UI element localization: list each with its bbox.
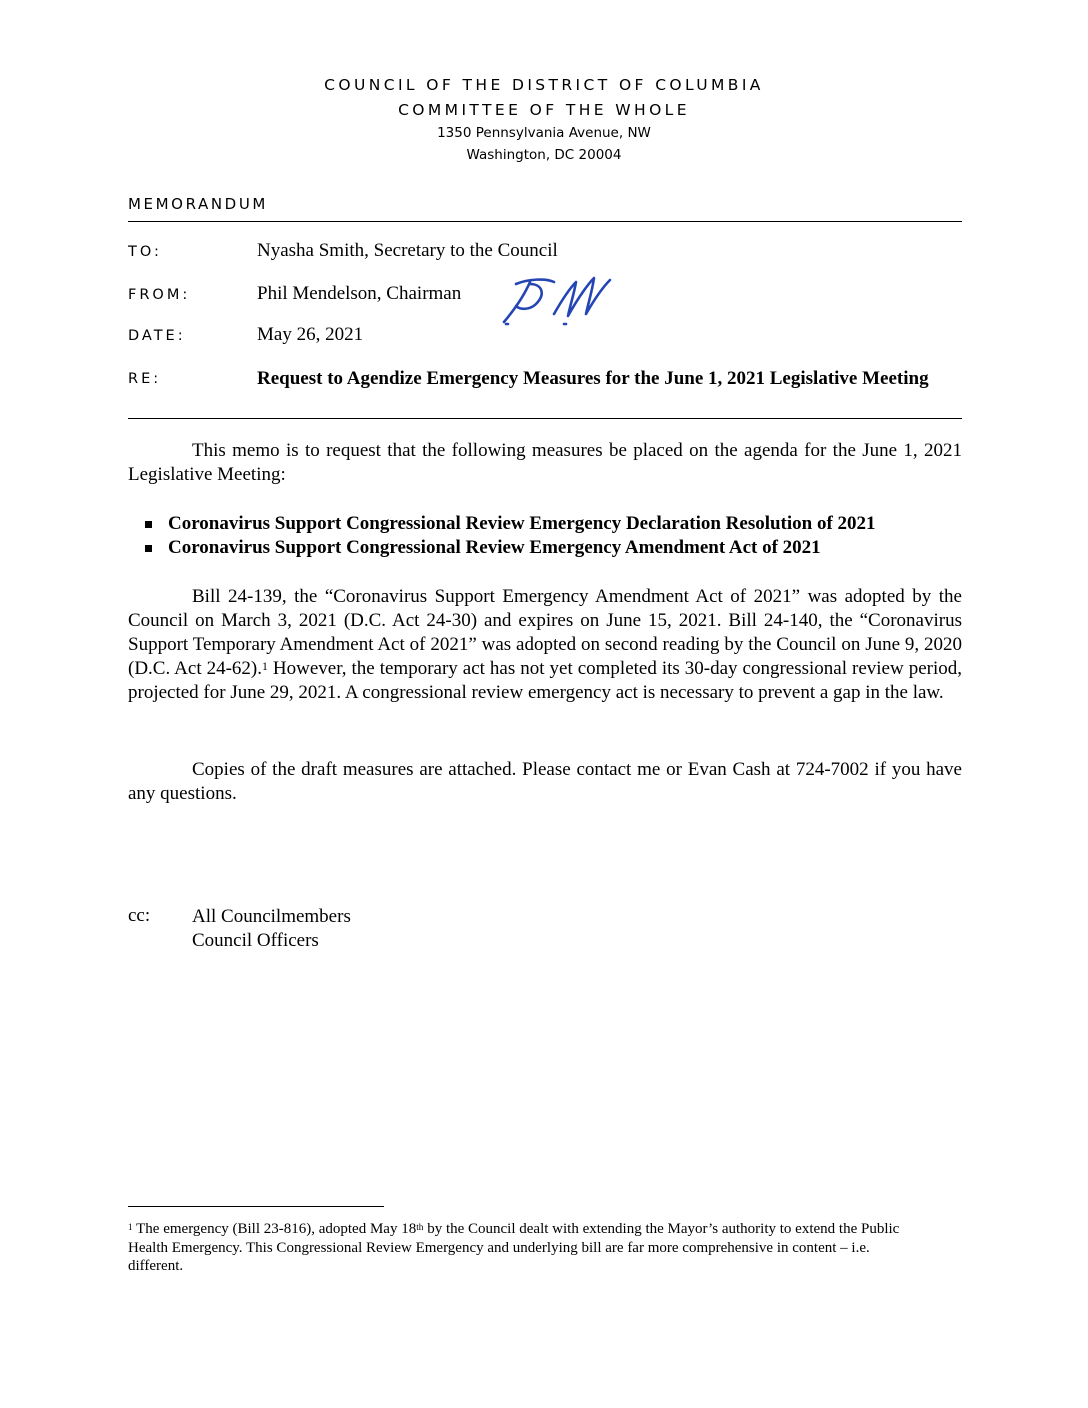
memorandum-heading: MEMORANDUM [128,195,268,213]
bullet-square-icon [145,545,152,552]
signature-initials [494,270,614,328]
address-city: Washington, DC 20004 [466,147,622,163]
header-divider [128,221,962,222]
footnote-text-part1: The emergency (Bill 23-816), adopted May 18 [132,1221,417,1237]
re-label: RE: [128,371,162,387]
measure-item [145,536,975,560]
intro-paragraph: This memo is to request that the following measures be placed on the agenda for the June 1, 2021 Legislative Meeting: [128,440,962,485]
background-paragraph [128,585,962,705]
cc-recipient: All Councilmembers [192,906,351,927]
measure-item [145,512,975,536]
background-text-part2: However, the temporary act has not yet completed its 30-day congressional review period, projected for June 29, 2021. A congressional review emergency act is necessary to prevent a gap in the law. [128,658,962,703]
to-value: Nyasha Smith, Secretary to the Council [257,240,558,261]
footnote-reference: 1 [262,659,268,673]
footnote [128,1220,928,1276]
cc-label: cc: [128,905,151,926]
from-label: FROM: [128,287,191,303]
footnote-marker: 1 [128,1222,133,1233]
cc-recipients [192,905,351,953]
subject-divider [128,418,962,419]
org-name-line2: COMMITTEE OF THE WHOLE [398,101,690,119]
date-label: DATE: [128,328,186,344]
background-text-part1: Bill 24-139, the “Coronavirus Support Emergency Amendment Act of 2021” was adopted by the Council on March 3, 2021 (D.C. Act 24-30) and expires on June 15, 2021. Bill 24-140, the “Coronavirus Support Temporary Amendment Act of 2021” was adopted on second reading by the Council on June 9, 2020 (D.C. Act 24-62). [128,586,962,679]
measure-title: Coronavirus Support Congressional Review Emergency Declaration Resolution of 2021 [168,513,876,534]
date-value: May 26, 2021 [257,324,364,345]
footnote-ordinal: th [416,1222,424,1233]
bullet-square-icon [145,521,152,528]
address-street: 1350 Pennsylvania Avenue, NW [437,125,651,141]
cc-recipient: Council Officers [192,930,319,951]
re-value: Request to Agendize Emergency Measures for the June 1, 2021 Legislative Meeting [257,368,929,389]
org-name-line1: COUNCIL OF THE DISTRICT OF COLUMBIA [324,76,764,94]
footnote-text-part2: by the Council dealt with extending the Mayor’s authority to extend the Public Health Emergency. This Congressional Review Emergency and underlying bill are far more comprehensive in content – i.e. different. [128,1221,900,1274]
footnote-divider [128,1206,384,1207]
contact-paragraph: Copies of the draft measures are attached. Please contact me or Evan Cash at 724-7002 if you have any questions. [128,759,962,804]
from-value: Phil Mendelson, Chairman [257,283,462,304]
measure-title: Coronavirus Support Congressional Review Emergency Amendment Act of 2021 [168,537,821,558]
measures-list [145,512,975,560]
to-label: TO: [128,244,162,260]
